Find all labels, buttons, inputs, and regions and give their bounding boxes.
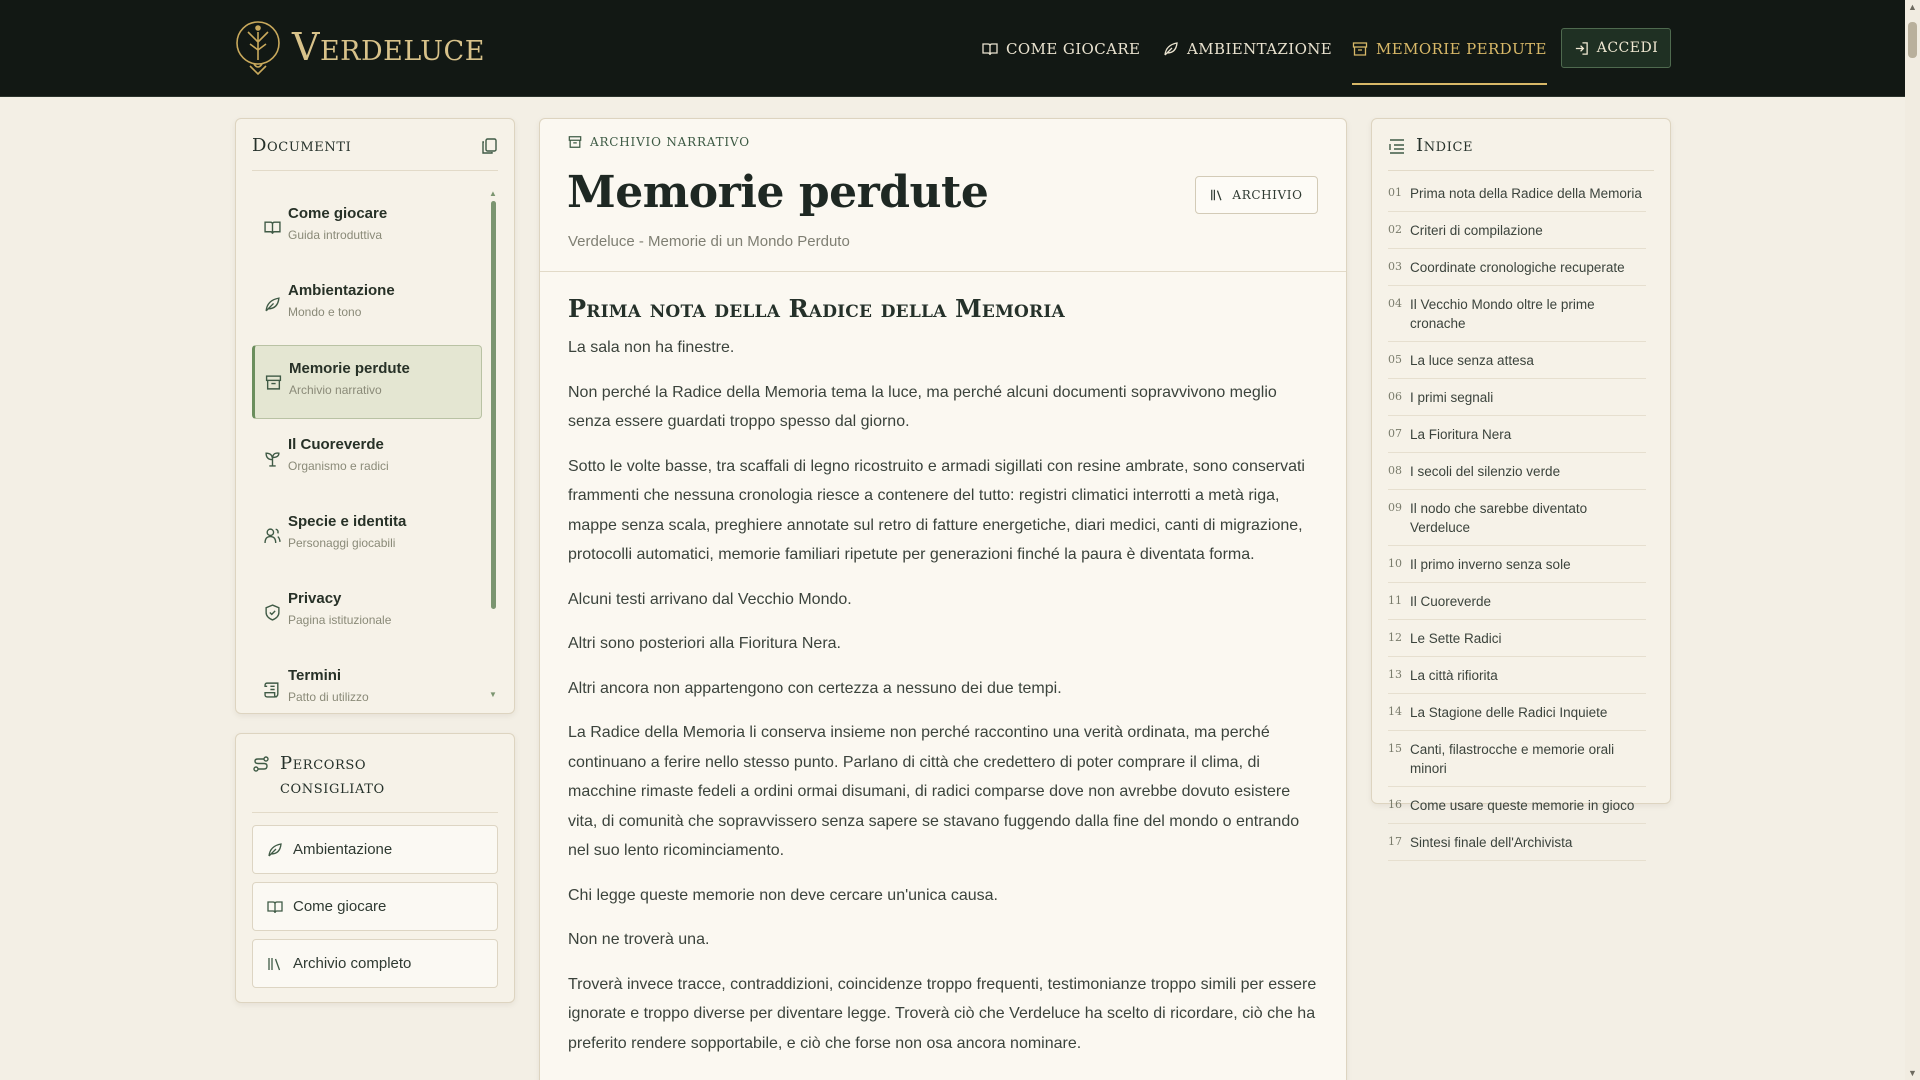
documents-list [252,191,482,701]
doc-item-subtitle: Mondo e tono [288,305,362,319]
article-body [540,272,1346,1058]
article-paragraph: Non perché la Radice della Memoria tema la luce, ma perché alcuni documenti sopravvivono meglio senza essere guardati troppo spesso dal giorno. [568,383,1277,430]
index-item-text: Come usare queste memorie in gioco [1410,798,1635,813]
article-paragraph: La sala non ha finestre. [568,339,735,356]
route-title: Percorso consigliato [280,753,385,798]
route-link-label: Come giocare [293,898,387,915]
index-item[interactable] [1388,490,1646,546]
index-item[interactable] [1388,824,1646,861]
book-open-icon [264,219,281,236]
article-paragraph: Troverà invece tracce, contraddizioni, coincidenze troppo frequenti, testimonianze troppo simili per essere ignorate e troppo diverse per diventare legge. Troverà ciò che Verdeluce ha scelto di ricordare, ciò che ha preferito rendere sopportabile, e ciò che forse non osa ancora nominare. [568,975,1317,1052]
eyebrow-label: ARCHIVIO NARRATIVO [590,135,750,149]
index-item[interactable] [1388,453,1646,490]
index-item-text: Il nodo che sarebbe diventato Verdeluce [1410,501,1588,535]
scroll-icon [264,681,281,698]
login-button[interactable] [1561,28,1671,68]
leaf-icon [264,296,281,313]
route-icon [252,755,270,773]
doc-item-title: Privacy [288,590,342,607]
doc-item-title: Specie e identita [288,513,407,530]
article-paragraph: Chi legge queste memorie non deve cercare un'unica causa. [568,886,998,904]
nav-memorie-perdute[interactable] [1352,0,1547,97]
doc-item-title: Termini [288,667,342,684]
doc-item-termini[interactable] [252,653,482,701]
index-item-number: 14 [1388,705,1402,718]
index-item[interactable] [1388,583,1646,620]
library-icon [1210,188,1224,202]
index-item-number: 11 [1388,594,1402,607]
documents-panel [235,118,515,714]
route-link-label: Archivio completo [293,955,412,972]
route-link-archivio-completo[interactable] [252,939,498,988]
index-item-text: La luce senza attesa [1410,353,1534,368]
doc-item-title: Ambientazione [288,282,395,299]
index-item-number: 02 [1388,223,1402,236]
article-paragraph: La Radice della Memoria li conserva insieme non perché raccontino una verità ordinata, ma perché continuano a ferire nello stesso punto. Parlano di città che credettero di poter comprare il clima, di macchine rimaste fedeli a ordini ormai disumani, di radici comparse dove non avrebbe dovuto esistere vita, di comunità che sopravvissero senza sapere se stavano fuggendo dalla fine del mondo o entrando nel suo lento ricominciamento. [568,724,1300,859]
nav-label: COME GIOCARE [1006,39,1141,58]
index-item-text: Criteri di compilazione [1410,223,1543,238]
table-of-contents-panel [1371,118,1671,850]
index-item-number: 05 [1388,353,1402,366]
index-item[interactable] [1388,342,1646,379]
doc-item-title: Come giocare [288,205,388,222]
index-item[interactable] [1388,416,1646,453]
index-item-number: 12 [1388,631,1402,644]
index-list [1372,171,1670,861]
index-item-text: La città rifiorita [1410,668,1498,683]
doc-item-privacy[interactable] [252,576,482,650]
index-item-number: 06 [1388,390,1402,403]
page-scroll-up-icon[interactable]: ▲ [1908,2,1917,12]
archive-box-icon [568,135,582,149]
article-paragraph: Sotto le volte basse, tra scaffali di legno ricostruito e armadi sigillati con resine ambrate, sono conservati frammenti che nessuna cronologia riesce a contenere del tutto: registri climatici interrotti a metà riga, mappe senza scala, preghiere annotate sul retro di fatture energetiche, diari medici, canti di migrazione, protocolli automatici, memorie familiari ripetute per generazioni finché la paura è diventata forma. [568,457,1305,563]
index-item-number: 07 [1388,427,1402,440]
scroll-up-arrow-icon[interactable]: ▲ [489,189,497,198]
section-title: Prima nota della Radice della Memoria [568,294,1065,323]
documents-scrollbar[interactable] [489,189,497,699]
index-item[interactable] [1388,212,1646,249]
index-item-number: 17 [1388,835,1402,848]
index-item-number: 08 [1388,464,1402,477]
login-arrow-icon [1574,41,1589,56]
doc-item-subtitle: Archivio narrativo [289,383,382,397]
index-item[interactable] [1388,546,1646,583]
doc-item-title: Memorie perdute [289,360,410,377]
index-item-number: 16 [1388,798,1402,811]
index-item[interactable] [1388,175,1646,212]
index-item-text: La Fioritura Nera [1410,427,1512,442]
doc-item-subtitle: Personaggi giocabili [288,536,396,550]
doc-item-subtitle: Organismo e radici [288,459,389,473]
book-open-icon [982,41,998,57]
index-item-number: 13 [1388,668,1402,681]
leaf-icon [1163,41,1179,57]
archive-button[interactable] [1195,176,1318,214]
index-item-text: I secoli del silenzio verde [1410,464,1561,479]
doc-item-come-giocare[interactable] [252,191,482,265]
page-subtitle: Verdeluce - Memorie di un Mondo Perduto [568,233,850,250]
nav-ambientazione[interactable] [1163,0,1332,97]
documents-scrollbar-thumb[interactable] [491,201,496,609]
index-item[interactable] [1388,249,1646,286]
index-item-number: 10 [1388,557,1402,570]
doc-item-title: Il Cuoreverde [288,436,384,453]
index-item-text: Prima nota della Radice della Memoria [1410,186,1642,201]
doc-item-subtitle: Patto di utilizzo [288,690,369,701]
index-item-text: Sintesi finale dell'Archivista [1410,835,1573,850]
index-item-text: La Stagione delle Radici Inquiete [1410,705,1608,720]
login-label: ACCEDI [1596,40,1659,56]
article-paragraph: Alcuni testi arrivano dal Vecchio Mondo. [568,590,852,608]
index-item-text: Canti, filastrocche e memorie orali minori [1410,742,1615,776]
doc-item-il-cuoreverde[interactable] [252,422,482,496]
route-link-ambientazione[interactable] [252,825,498,874]
doc-item-subtitle: Pagina istituzionale [288,613,392,627]
index-item-number: 01 [1388,186,1402,199]
route-link-label: Ambientazione [293,841,393,858]
leaf-icon [267,842,283,858]
documents-title: Documenti [252,135,352,156]
index-item[interactable] [1388,379,1646,416]
index-item-number: 09 [1388,501,1402,514]
index-item-text: Il Cuoreverde [1410,594,1492,609]
nav-label: MEMORIE PERDUTE [1376,39,1547,58]
doc-item-subtitle: Guida introduttiva [288,228,383,242]
copy-icon[interactable] [480,137,498,155]
doc-item-memorie-perdute[interactable] [252,345,482,419]
sprout-icon [264,450,281,467]
doc-item-specie-e-identita[interactable] [252,499,482,573]
page-title: Memorie perdute [567,167,989,218]
index-item-text: I primi segnali [1410,390,1494,405]
brand-name: Verdeluce [292,25,485,69]
page-scrollbar[interactable] [1905,0,1920,1080]
index-item-number: 15 [1388,742,1402,755]
page-scrollbar-thumb[interactable] [1908,22,1917,58]
nav-label: AMBIENTAZIONE [1187,39,1333,58]
article-panel [539,118,1347,1080]
shield-check-icon [264,604,281,621]
index-item[interactable] [1388,657,1646,694]
users-icon [264,527,281,544]
index-item[interactable] [1388,620,1646,657]
article-paragraph: Non ne troverà una. [568,931,710,948]
archive-box-icon [265,374,282,391]
tree-emblem-icon [234,18,282,76]
index-item[interactable] [1388,286,1646,342]
archive-button-label: ARCHIVIO [1232,188,1303,202]
article-paragraph: Altri ancora non appartengono con certezza a nessuno dei due tempi. [568,679,1062,697]
book-open-icon [267,899,283,915]
article-eyebrow [568,135,750,149]
index-item[interactable] [1388,787,1646,824]
index-title: Indice [1416,135,1474,156]
page-scroll-down-icon[interactable]: ▼ [1908,1068,1917,1078]
index-item-text: Le Sette Radici [1410,631,1502,646]
top-navigation-bar [0,0,1905,97]
index-item-text: Il Vecchio Mondo oltre le prime cronache [1410,297,1595,331]
list-indent-icon [1388,137,1406,155]
index-item-text: Coordinate cronologiche recuperate [1410,260,1625,275]
index-item[interactable] [1388,694,1646,731]
nav-come-giocare[interactable] [982,0,1140,97]
scroll-down-arrow-icon[interactable]: ▼ [489,690,497,699]
article-paragraph: Altri sono posteriori alla Fioritura Nera. [568,635,841,652]
index-item-number: 04 [1388,297,1402,310]
recommended-route-panel [235,733,515,1003]
doc-item-ambientazione[interactable] [252,268,482,342]
index-item[interactable] [1388,731,1646,787]
brand-logo-link[interactable] [234,18,485,76]
archive-box-icon [1352,41,1368,57]
library-icon [267,956,283,972]
index-item-text: Il primo inverno senza sole [1410,557,1571,572]
index-item-number: 03 [1388,260,1402,273]
route-link-come-giocare[interactable] [252,882,498,931]
